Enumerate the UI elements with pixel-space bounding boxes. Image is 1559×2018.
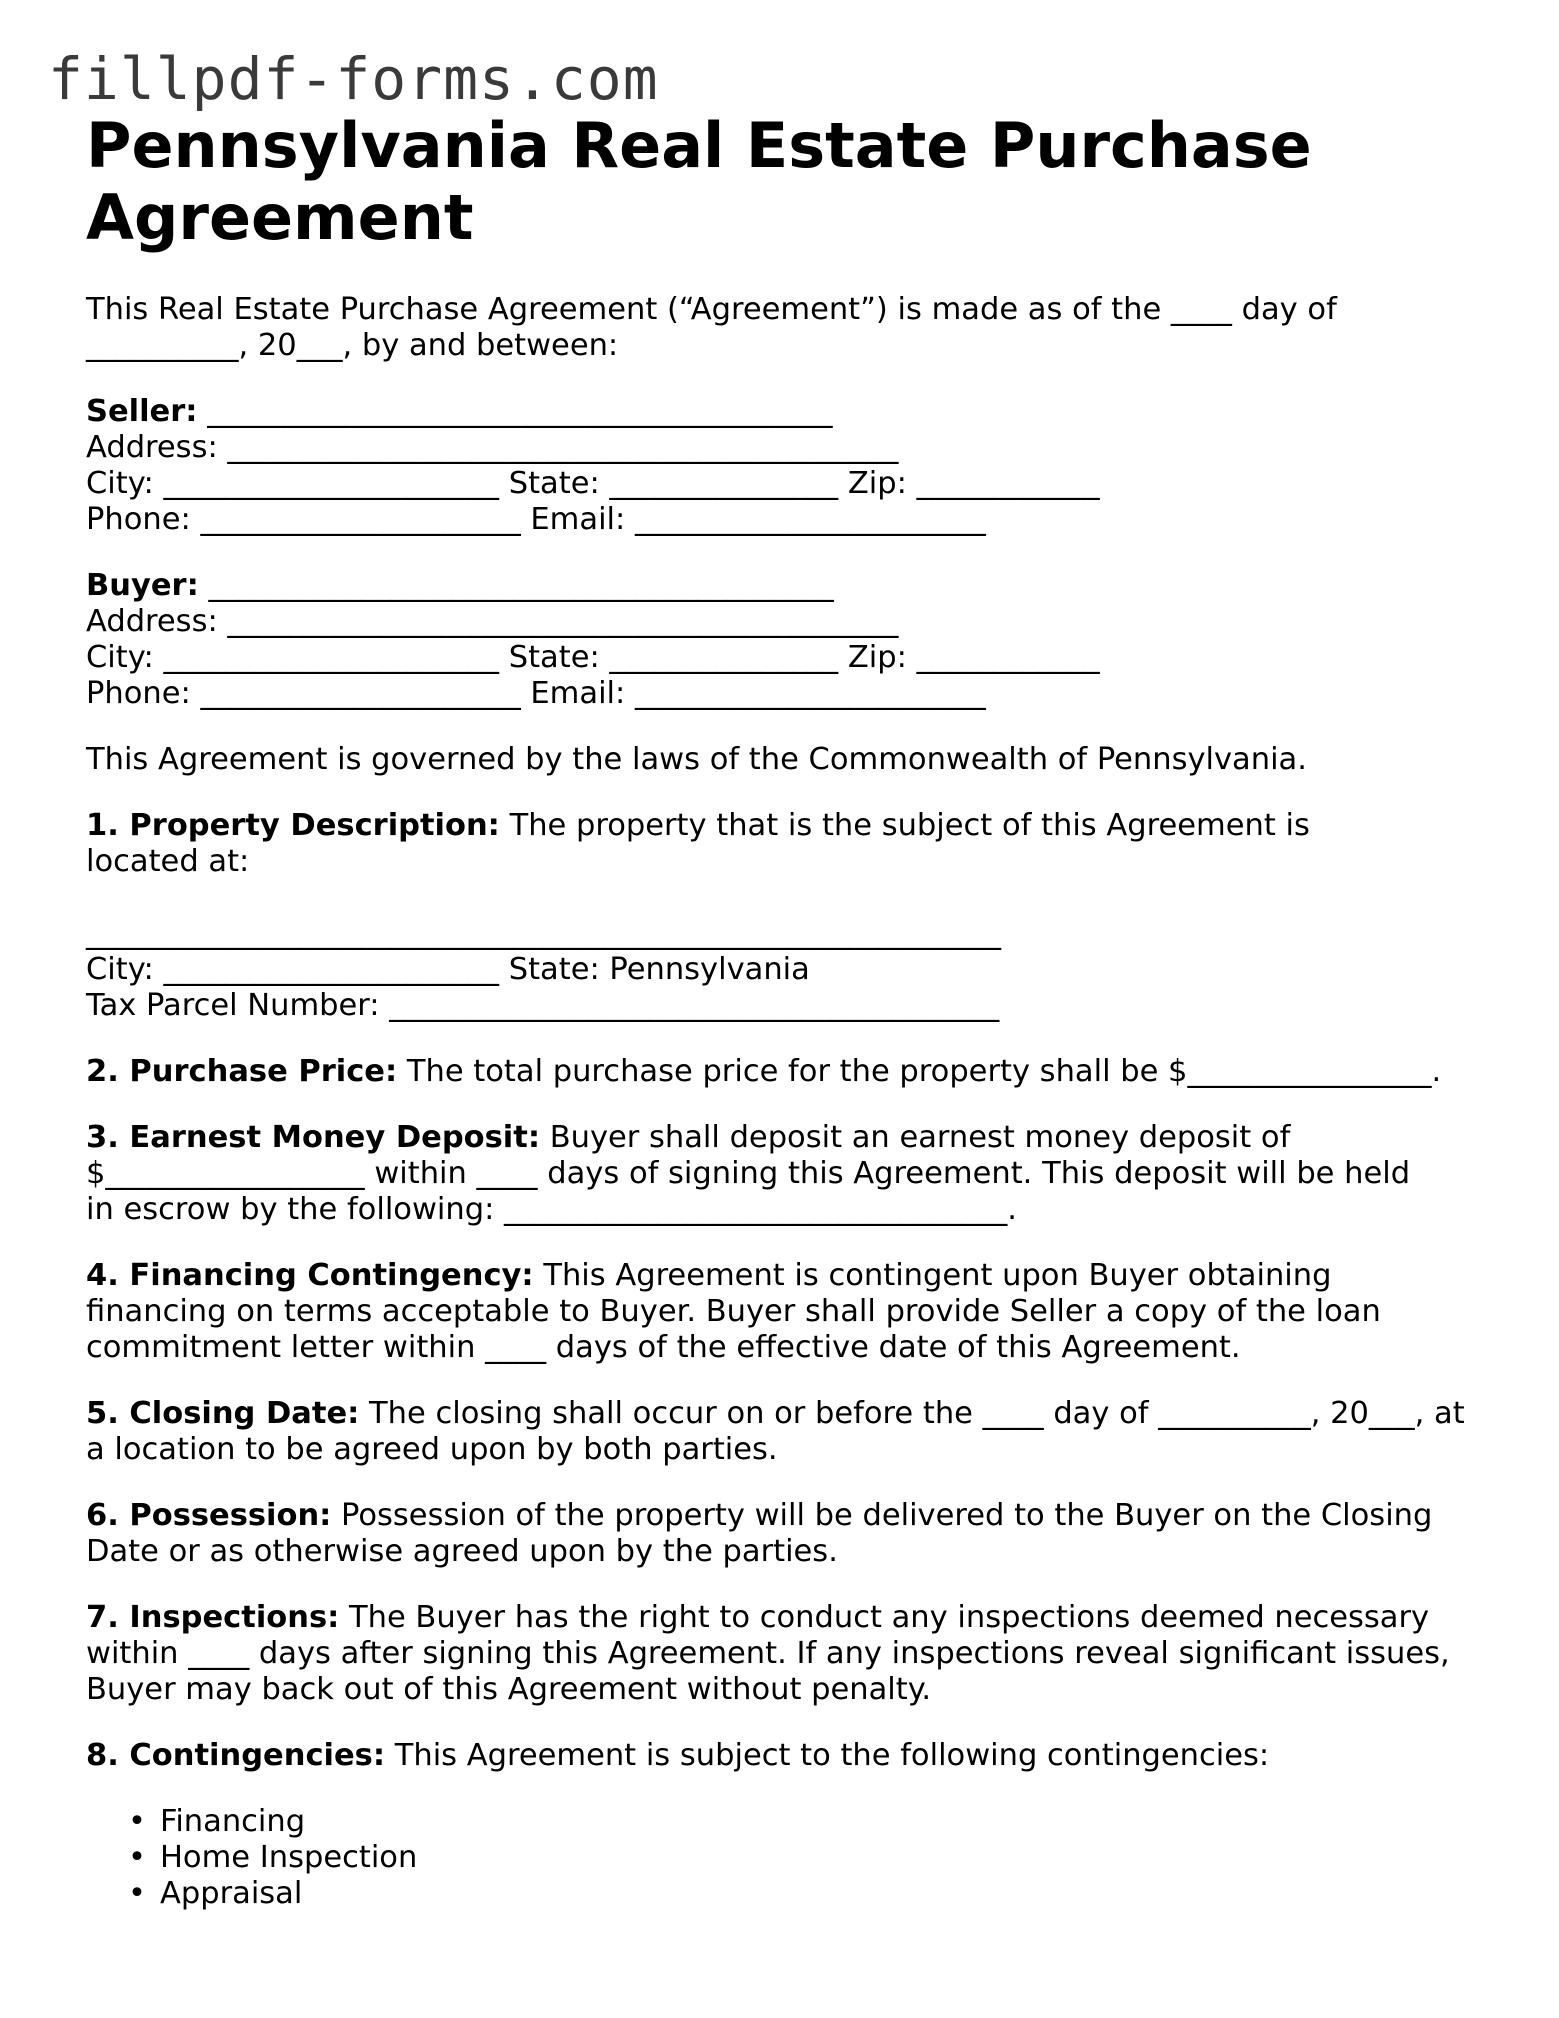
- s1-tax-line: Tax Parcel Number: ________________________________________: [86, 988, 1000, 1023]
- s5-heading: 5. Closing Date:: [86, 1396, 360, 1431]
- seller-name-blank: _________________________________________: [197, 394, 833, 429]
- buyer-name-line: [86, 568, 1486, 604]
- s1-paragraph: [86, 808, 1426, 880]
- section-inspections: [86, 1600, 1461, 1708]
- s1-address-blank: ____________________________________________________________: [86, 916, 1001, 951]
- seller-block: [86, 394, 1486, 538]
- buyer-name-blank: _________________________________________: [198, 568, 834, 603]
- s5-text: The closing shall occur on or before the ____ day of __________, 20___, at a location to be agreed upon by both parties.: [86, 1396, 1465, 1467]
- buyer-phone-line: Phone: _____________________ Email: _______________________: [86, 676, 986, 711]
- watermark: fillpdf-forms.com: [48, 45, 659, 113]
- section-possession: [86, 1498, 1446, 1570]
- s1-spacer: [86, 880, 1481, 916]
- buyer-block: [86, 568, 1486, 712]
- list-item: • Financing: [86, 1804, 1486, 1840]
- buyer-label: Buyer:: [86, 568, 199, 603]
- s3-heading: 3. Earnest Money Deposit:: [86, 1120, 541, 1155]
- seller-address-line: Address: ____________________________________________: [86, 430, 899, 465]
- seller-label: Seller:: [86, 394, 198, 429]
- s1-city-line: City: ______________________ State: Pennsylvania: [86, 952, 810, 987]
- s2-heading: 2. Purchase Price:: [86, 1054, 398, 1089]
- s2-text: The total purchase price for the property shall be $________________.: [397, 1054, 1442, 1089]
- s7-text: The Buyer has the right to conduct any inspections deemed necessary within ____ days after signing this Agreement. If any inspections reveal significant issues, Buyer may back out of this Agreement without penalty.: [86, 1600, 1450, 1707]
- seller-name-line: [86, 394, 1486, 430]
- page-title: Pennsylvania Real Estate Purchase Agreement: [86, 109, 1312, 254]
- s8-text: This Agreement is subject to the following contingencies:: [385, 1738, 1270, 1773]
- buyer-address-line: Address: ____________________________________________: [86, 604, 899, 639]
- seller-phone-line: Phone: _____________________ Email: _______________________: [86, 502, 986, 537]
- section-property-description: [86, 808, 1481, 1024]
- document-page: [86, 110, 1486, 1912]
- section-contingencies: [86, 1738, 1481, 1774]
- s8-heading: 8. Contingencies:: [86, 1738, 386, 1773]
- s6-heading: 6. Possession:: [86, 1498, 332, 1533]
- s4-text: This Agreement is contingent upon Buyer obtaining financing on terms acceptable to Buyer. Buyer shall provide Seller a copy of the loan commitment letter within ____ days of the effective date of this Agreement.: [86, 1258, 1381, 1365]
- s7-heading: 7. Inspections:: [86, 1600, 340, 1635]
- s3-text: Buyer shall deposit an earnest money deposit of $_________________ within ____ days of signing this Agreement. This deposit will be held in escrow by the following: _________________________________.: [86, 1120, 1411, 1227]
- buyer-city-line: City: ______________________ State: _______________ Zip: ____________: [86, 640, 1100, 675]
- list-item: • Home Inspection: [86, 1840, 1486, 1876]
- list-item: • Appraisal: [86, 1876, 1486, 1912]
- section-financing-contingency: [86, 1258, 1481, 1366]
- s6-text: Possession of the property will be delivered to the Buyer on the Closing Date or as otherwise agreed upon by the parties.: [86, 1498, 1433, 1569]
- governing-law: This Agreement is governed by the laws of the Commonwealth of Pennsylvania.: [86, 742, 1307, 777]
- section-earnest-money: [86, 1120, 1446, 1228]
- intro-paragraph: [86, 292, 1386, 364]
- seller-city-line: City: ______________________ State: _______________ Zip: ____________: [86, 466, 1100, 501]
- s1-text: The property that is the subject of this Agreement is located at:: [86, 808, 1310, 879]
- section-purchase-price: [86, 1054, 1481, 1090]
- s4-heading: 4. Financing Contingency:: [86, 1258, 534, 1293]
- intro-line-1: This Real Estate Purchase Agreement (“Agreement”) is made as of the ____ day of: [86, 292, 1337, 327]
- section-closing-date: [86, 1396, 1481, 1468]
- intro-line-2: __________, 20___, by and between:: [86, 328, 619, 363]
- s1-heading: 1. Property Description:: [86, 808, 500, 843]
- contingencies-list: [86, 1804, 1486, 1912]
